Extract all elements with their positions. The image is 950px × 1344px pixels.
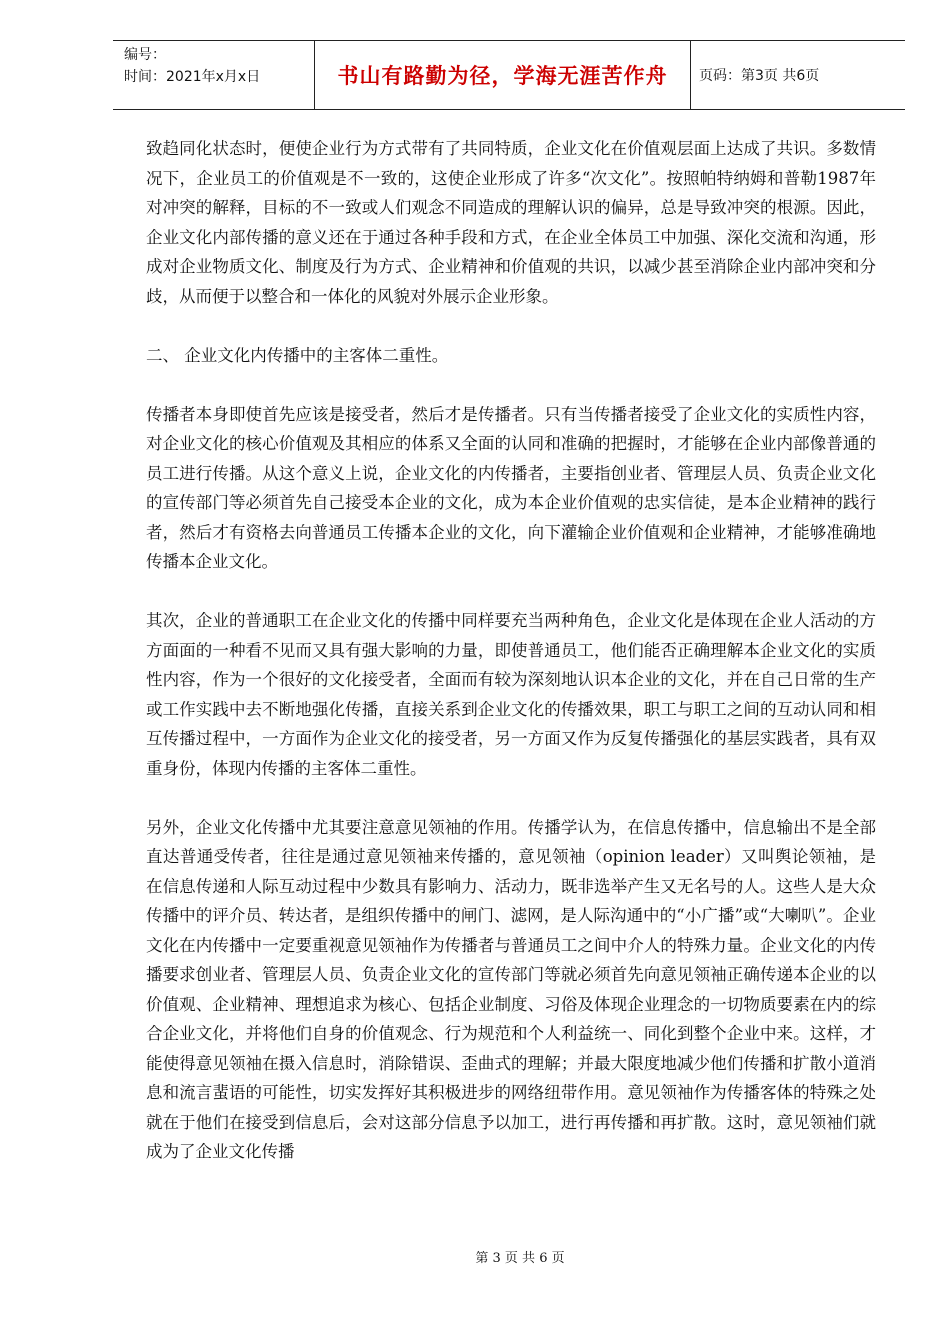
header-page-info: 页码：第3页 共6页: [699, 68, 820, 84]
body-paragraph: 传播者本身即使首先应该是接受者，然后才是传播者。只有当传播者接受了企业文化的实质性内容，对企业文化的核心价值观及其相应的体系又全面的认同和准确的把握时，才能够在企业内部像普通的员工进行传播。从这个意义上说，企业文化的内传播者，主要指创业者、管理层人员、负责企业文化的宣传部门等必须首先自己接受本企业的文化，成为本企业价值观的忠实信徒，是本企业精神的践行者，然后才有资格去向普通员工传播本企业的文化，向下灌输企业价值观和企业精神，才能够准确地传播本企业文化。: [146, 404, 876, 571]
page-footer: 第 3 页 共 6 页: [475, 1251, 565, 1266]
header-motto-cell: [315, 41, 691, 109]
body-paragraph: 另外，企业文化传播中尤其要注意意见领袖的作用。传播学认为，在信息传播中，信息输出不是全部直达普通受传者，往往是通过意见领袖来传播的，意见领袖（opinion leader）又叫舆论领袖，是在信息传递和人际互动过程中少数具有影响力、活动力，既非选举产生又无名号的人。这些人是大众传播中的评介员、转达者，是组织传播中的闸门、滤网，是人际沟通中的“小广播”或“大喇叭”。企业文化在内传播中一定要重视意见领袖作为传播者与普通员工之间中介人的特殊力量。企业文化的内传播要求创业者、管理层人员、负责企业文化的宣传部门等就必须首先向意见领袖正确传递本企业的以价值观、企业精神、理想追求为核心、包括企业制度、习俗及体现企业理念的一切物质要素在内的综合企业文化，并将他们自身的价值观念、行为规范和个人利益统一、同化到整个企业中来。这样，才能使得意见领袖在摄入信息时，消除错误、歪曲式的理解；并最大限度地减少他们传播和扩散小道消息和流言蜚语的可能性，切实发挥好其积极进步的网络纽带作用。意见领袖作为传播客体的特殊之处就在于他们在接受到信息后，会对这部分信息予以加工，进行再传播和再扩散。这时，意见领袖们就成为了企业文化传播: [146, 817, 876, 1161]
header-motto: 书山有路勤为径，学海无涯苦作舟: [337, 64, 668, 88]
body-paragraph: 其次，企业的普通职工在企业文化的传播中同样要充当两种角色，企业文化是体现在企业人活动的方方面面的一种看不见而又具有强大影响的力量，即使普通员工，他们能否正确理解本企业文化的实质性内容，作为一个很好的文化接受者，全面而有较为深刻地认识本企业的文化，并在自己日常的生产或工作实践中去不断地强化传播，直接关系到企业文化的传播效果，职工与职工之间的互动认同和相互传播过程中，一方面作为企业文化的接受者，另一方面又作为反复传播强化的基层实践者，具有双重身份，体现内传播的主客体二重性。: [146, 611, 876, 778]
document-body: [146, 134, 876, 1196]
document-time-label: 时间：2021年x月x日: [124, 69, 261, 85]
page-header: [113, 40, 905, 110]
body-paragraph: 致趋同化状态时，便使企业行为方式带有了共同特质，企业文化在价值观层面上达成了共识。多数情况下，企业员工的价值观是不一致的，这使企业形成了许多“次文化”。按照帕特纳姆和普勒1987年对冲突的解释，目标的不一致或人们观念不同造成的理解认识的偏异，总是导致冲突的根源。因此，企业文化内部传播的意义还在于通过各种手段和方式，在企业全体员工中加强、深化交流和沟通，形成对企业物质文化、制度及行为方式、企业精神和价值观的共识，以减少甚至消除企业内部冲突和分歧，从而便于以整合和一体化的风貌对外展示企业形象。: [146, 139, 876, 306]
section-heading: 二、 企业文化内传播中的主客体二重性。: [146, 345, 449, 365]
document-number-label: 编号：: [124, 47, 166, 63]
header-meta: [113, 41, 315, 109]
